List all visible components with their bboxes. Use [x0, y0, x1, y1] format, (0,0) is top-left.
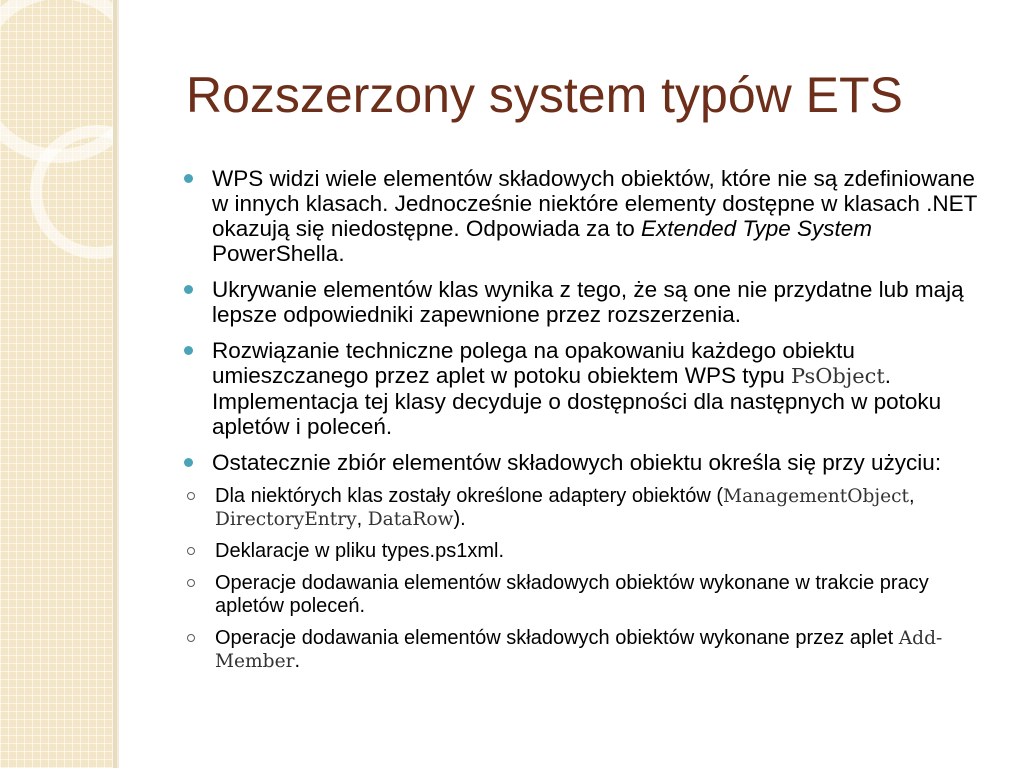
sub-bullet-item	[184, 572, 984, 618]
code-term: DataRow	[367, 509, 454, 530]
code-term: ManagementObject	[723, 486, 910, 507]
sub-bullet-text: .	[294, 650, 301, 672]
sub-bullet-item	[184, 540, 984, 563]
bullet-dot-icon	[184, 174, 193, 183]
decorative-side-panel	[0, 0, 113, 768]
circle-bullet-icon	[187, 492, 195, 500]
bullet-item	[184, 277, 984, 327]
bullet-item	[184, 338, 984, 439]
sub-bullet-item	[184, 627, 984, 673]
separator: ,	[356, 508, 368, 530]
bullet-dot-icon	[184, 285, 193, 294]
sub-bullet-text: ).	[453, 508, 466, 530]
sub-bullet-text: Deklaracje w pliku types.ps1xml.	[215, 540, 504, 562]
circle-bullet-icon	[187, 634, 195, 642]
bullet-dot-icon	[184, 346, 193, 355]
bullet-text: PowerShella.	[212, 241, 345, 266]
code-term: Add-Member	[215, 628, 943, 672]
code-term: DirectoryEntry	[215, 509, 357, 530]
bullet-text: Rozwiązanie techniczne polega na opakowaniu każdego obiektu umieszczanego przez aplet w potoku obiektem WPS typu	[212, 338, 855, 388]
circle-bullet-icon	[187, 579, 195, 587]
bullet-dot-icon	[184, 458, 193, 467]
circle-bullet-icon	[187, 547, 195, 555]
separator: ,	[909, 485, 915, 507]
sub-bullet-item	[184, 485, 984, 531]
slide-content	[184, 166, 984, 684]
bullet-text: WPS widzi wiele elementów składowych obiektów, które nie są zdefiniowane w innych klasach. Jednocześnie niektóre elementy dostępne w klasach .NET okazują się niedostępne. Odpowiada za to	[212, 166, 977, 241]
sub-bullet-text: Operacje dodawania elementów składowych obiektów wykonane przez aplet	[215, 627, 899, 649]
side-panel-edge	[117, 0, 119, 768]
bullet-emphasis: Extended Type System	[641, 216, 872, 241]
sub-bullet-text: Dla niektórych klas zostały określone adaptery obiektów (	[215, 485, 724, 507]
slide-title: Rozszerzony system typów ETS	[186, 67, 903, 123]
sub-bullet-text: Operacje dodawania elementów składowych obiektów wykonane w trakcie pracy apletów poleceń.	[215, 572, 929, 617]
sub-bullet-list	[212, 485, 984, 673]
bullet-item	[184, 450, 984, 673]
bullet-text: Ostatecznie zbiór elementów składowych obiektu określa się przy użyciu:	[212, 450, 942, 475]
bullet-item	[184, 166, 984, 266]
bullet-text: Ukrywanie elementów klas wynika z tego, że są one nie przydatne lub mają lepsze odpowiedniki zapewnione przez rozszerzenia.	[212, 277, 964, 327]
code-term: PsObject	[791, 364, 885, 388]
bullet-text: . Implementacja tej klasy decyduje o dostępności dla następnych w potoku apletów i poleceń.	[212, 363, 942, 439]
bullet-list	[184, 166, 984, 673]
